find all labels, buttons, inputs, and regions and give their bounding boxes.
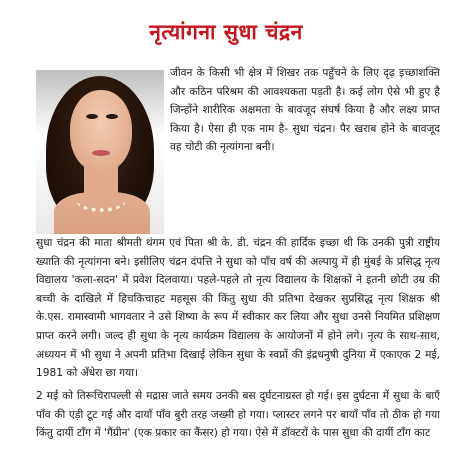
article-title: नृत्यांगना सुधा चंद्रन xyxy=(149,20,303,45)
paragraph-biography: सुधा चंद्रन की माता श्रीमती थंगम एवं पिता श्री के. डी. चंद्रन की हार्दिक इच्छा थी कि उनकी पुत्री राष्ट्रीय ख्याति की नृत्यांगना बने। इसीलिए चंद्रन दंपत्ति ने सुधा को पाँच वर्ष की अल्पायु में ही मुंबई के प्रसिद्ध नृत्य विद्यालय 'कला-सदन' में प्रवेश दिलवाया। पहले-पहले तो नृत्य विद्यालय के शिक्षकों ने इतनी छोटी उम्र की बच्ची के दाखिले में हिचकिचाहट महसूस की किंतु सुधा की प्रतिभा देखकर सुप्रसिद्ध नृत्य शिक्षक श्री के.एस. रामास्वामी भागवतार ने उसे शिष्या के रूप में स्वीकार कर लिया और सुधा उनसे नियमित प्रशिक्षण प्राप्त करने लगी। जल्द ही सुधा के नृत्य कार्यक्रम विद्यालय के आयोजनों में होने लगे। नृत्य के साथ-साथ, अध्ययन में भी सुधा ने अपनी प्रतिभा दिखाई लेकिन सुधा के स्वप्नों की इंद्रधनुषी दुनिया में एकाएक 2 मई, 1981 को अँधेरा छा गया। xyxy=(36,237,441,380)
portrait-face xyxy=(70,90,132,172)
portrait-necklace xyxy=(76,188,126,212)
portrait-eye-right xyxy=(106,114,118,119)
paragraph-accident: 2 मई को तिरूचिरापल्ली से मद्रास जाते समय उनकी बस दुर्घटनाग्रस्त हो गई। इस दुर्घटना में सुधा के बाएँ पाँव की एड़ी टूट गई और दायाँ पाँव बुरी तरह जख्मी हो गया। प्लास्टर लगने पर बायाँ पाँव तो ठीक हो गया किंतु दायीं टाँग में 'गैंग्रीन' (एक प्रकार का कैंसर) हो गया। ऐसे में डॉक्टरों के पास सुधा की दायीं टाँग काट xyxy=(36,390,440,440)
portrait-photo xyxy=(36,70,164,234)
portrait-lips xyxy=(92,150,110,156)
portrait-eye-left xyxy=(86,114,98,119)
paragraph-intro: जीवन के किसी भी क्षेत्र में शिखर तक पहुँचने के लिए दृढ़ इच्छाशक्ति और कठिन परिश्रम की आवश्यकता पड़ती है। कई लोग ऐसे भी हुए है जिन्होंने शारीरिक अक्षमता के बावजूद संघर्ष किया है और लक्ष्य प्राप्त किया है। ऐसा ही एक नाम है- सुधा चंद्रन। पैर खराब होने के बावजूद वह चोटी की नृत्यांगना बनी। xyxy=(170,67,440,154)
